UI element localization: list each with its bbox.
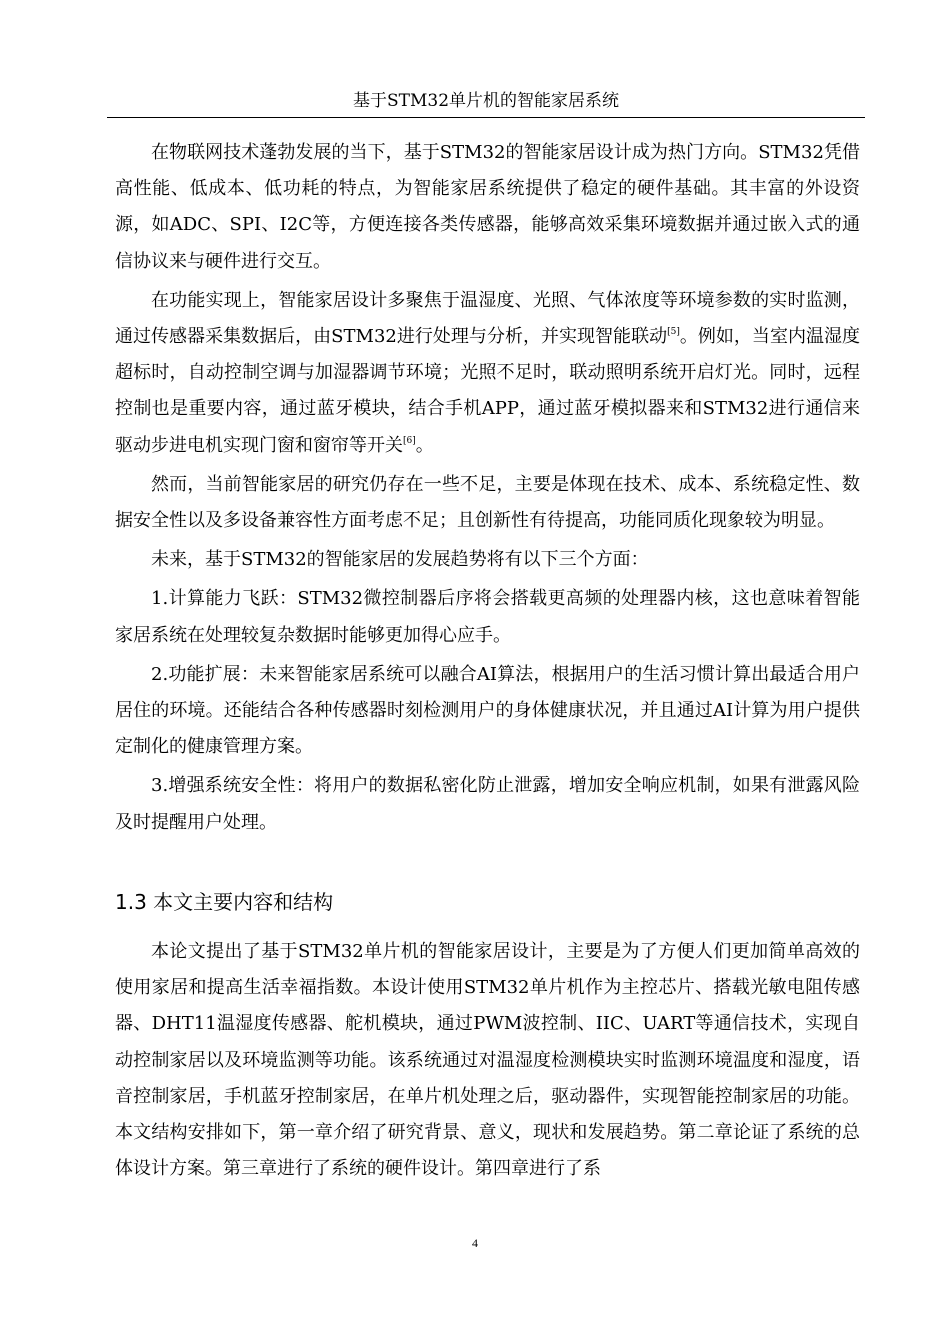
paragraph-trend-1: 1.计算能力飞跃：STM32微控制器后序将会搭载更高频的处理器内核，这也意味着智能家居系统在处理较复杂数据时能够更加得心应手。 [115, 588, 860, 646]
paragraph-intro: 在物联网技术蓬勃发展的当下，基于STM32的智能家居设计成为热门方向。STM32凭借高性能、低成本、低功耗的特点，为智能家居系统提供了稳定的硬件基础。其丰富的外设资源，如ADC、SPI、I2C等，方便连接各类传感器，能够高效采集环境数据并通过嵌入式的通信协议来与硬件进行交互。 [115, 142, 860, 272]
running-header: 基于STM32单片机的智能家居系统 [352, 91, 620, 111]
header-divider [107, 117, 865, 118]
paragraph-shortcomings: 然而，当前智能家居的研究仍存在一些不足，主要是体现在技术、成本、系统稳定性、数据安全性以及多设备兼容性方面考虑不足；且创新性有待提高，功能同质化现象较为明显。 [115, 473, 860, 532]
paragraph-functions-part1: 在功能实现上，智能家居设计多聚焦于温湿度、光照、气体浓度等环境参数的实时监测，通过传感器采集数据后，由STM32进行处理与分析，并实现智能联动 [115, 289, 860, 348]
citation-5: [5] [667, 327, 680, 338]
citation-6: [6] [403, 435, 416, 446]
paragraph-trend-2: 2.功能扩展：未来智能家居系统可以融合AI算法，根据用户的生活习惯计算出最适合用户居住的环境。还能结合各种传感器时刻检测用户的身体健康状况，并且通过AI计算为用户提供定制化的健康管理方案。 [115, 663, 860, 758]
paragraph-structure: 本论文提出了基于STM32单片机的智能家居设计，主要是为了方便人们更加简单高效的使用家居和提高生活幸福指数。本设计使用STM32单片机作为主控芯片、搭载光敏电阻传感器、DHT11温湿度传感器、舵机模块，通过PWM波控制、IIC、UART等通信技术，实现自动控制家居以及环境监测等功能。该系统通过对温湿度检测模块实时监测环境温度和湿度，语音控制家居，手机蓝牙控制家居，在单片机处理之后，驱动器件，实现智能控制家居的功能。本文结构安排如下，第一章介绍了研究背景、意义，现状和发展趋势。第二章论证了系统的总体设计方案。第三章进行了系统的硬件设计。第四章进行了系 [115, 941, 860, 1180]
paragraph-functions [115, 283, 860, 464]
section-body-text [115, 934, 860, 1187]
paragraph-future: 未来，基于STM32的智能家居的发展趋势将有以下三个方面： [151, 549, 649, 571]
section-heading: 1.3 本文主要内容和结构 [115, 890, 334, 914]
paragraph-trend-3: 3.增强系统安全性：将用户的数据私密化防止泄露，增加安全响应机制，如果有泄露风险及时提醒用户处理。 [115, 775, 860, 833]
paragraph-functions-part3: 。 [415, 434, 434, 456]
paragraph-functions-part2: 。例如，当室内温湿度超标时，自动控制空调与加湿器调节环境；光照不足时，联动照明系统开启灯光。同时，远程控制也是重要内容，通过蓝牙模块，结合手机APP，通过蓝牙模拟器来和STM32进行通信来驱动步进电机实现门窗和窗帘等开关 [115, 326, 861, 456]
body-text-block [115, 135, 860, 841]
page-number: 4 [472, 1236, 478, 1250]
